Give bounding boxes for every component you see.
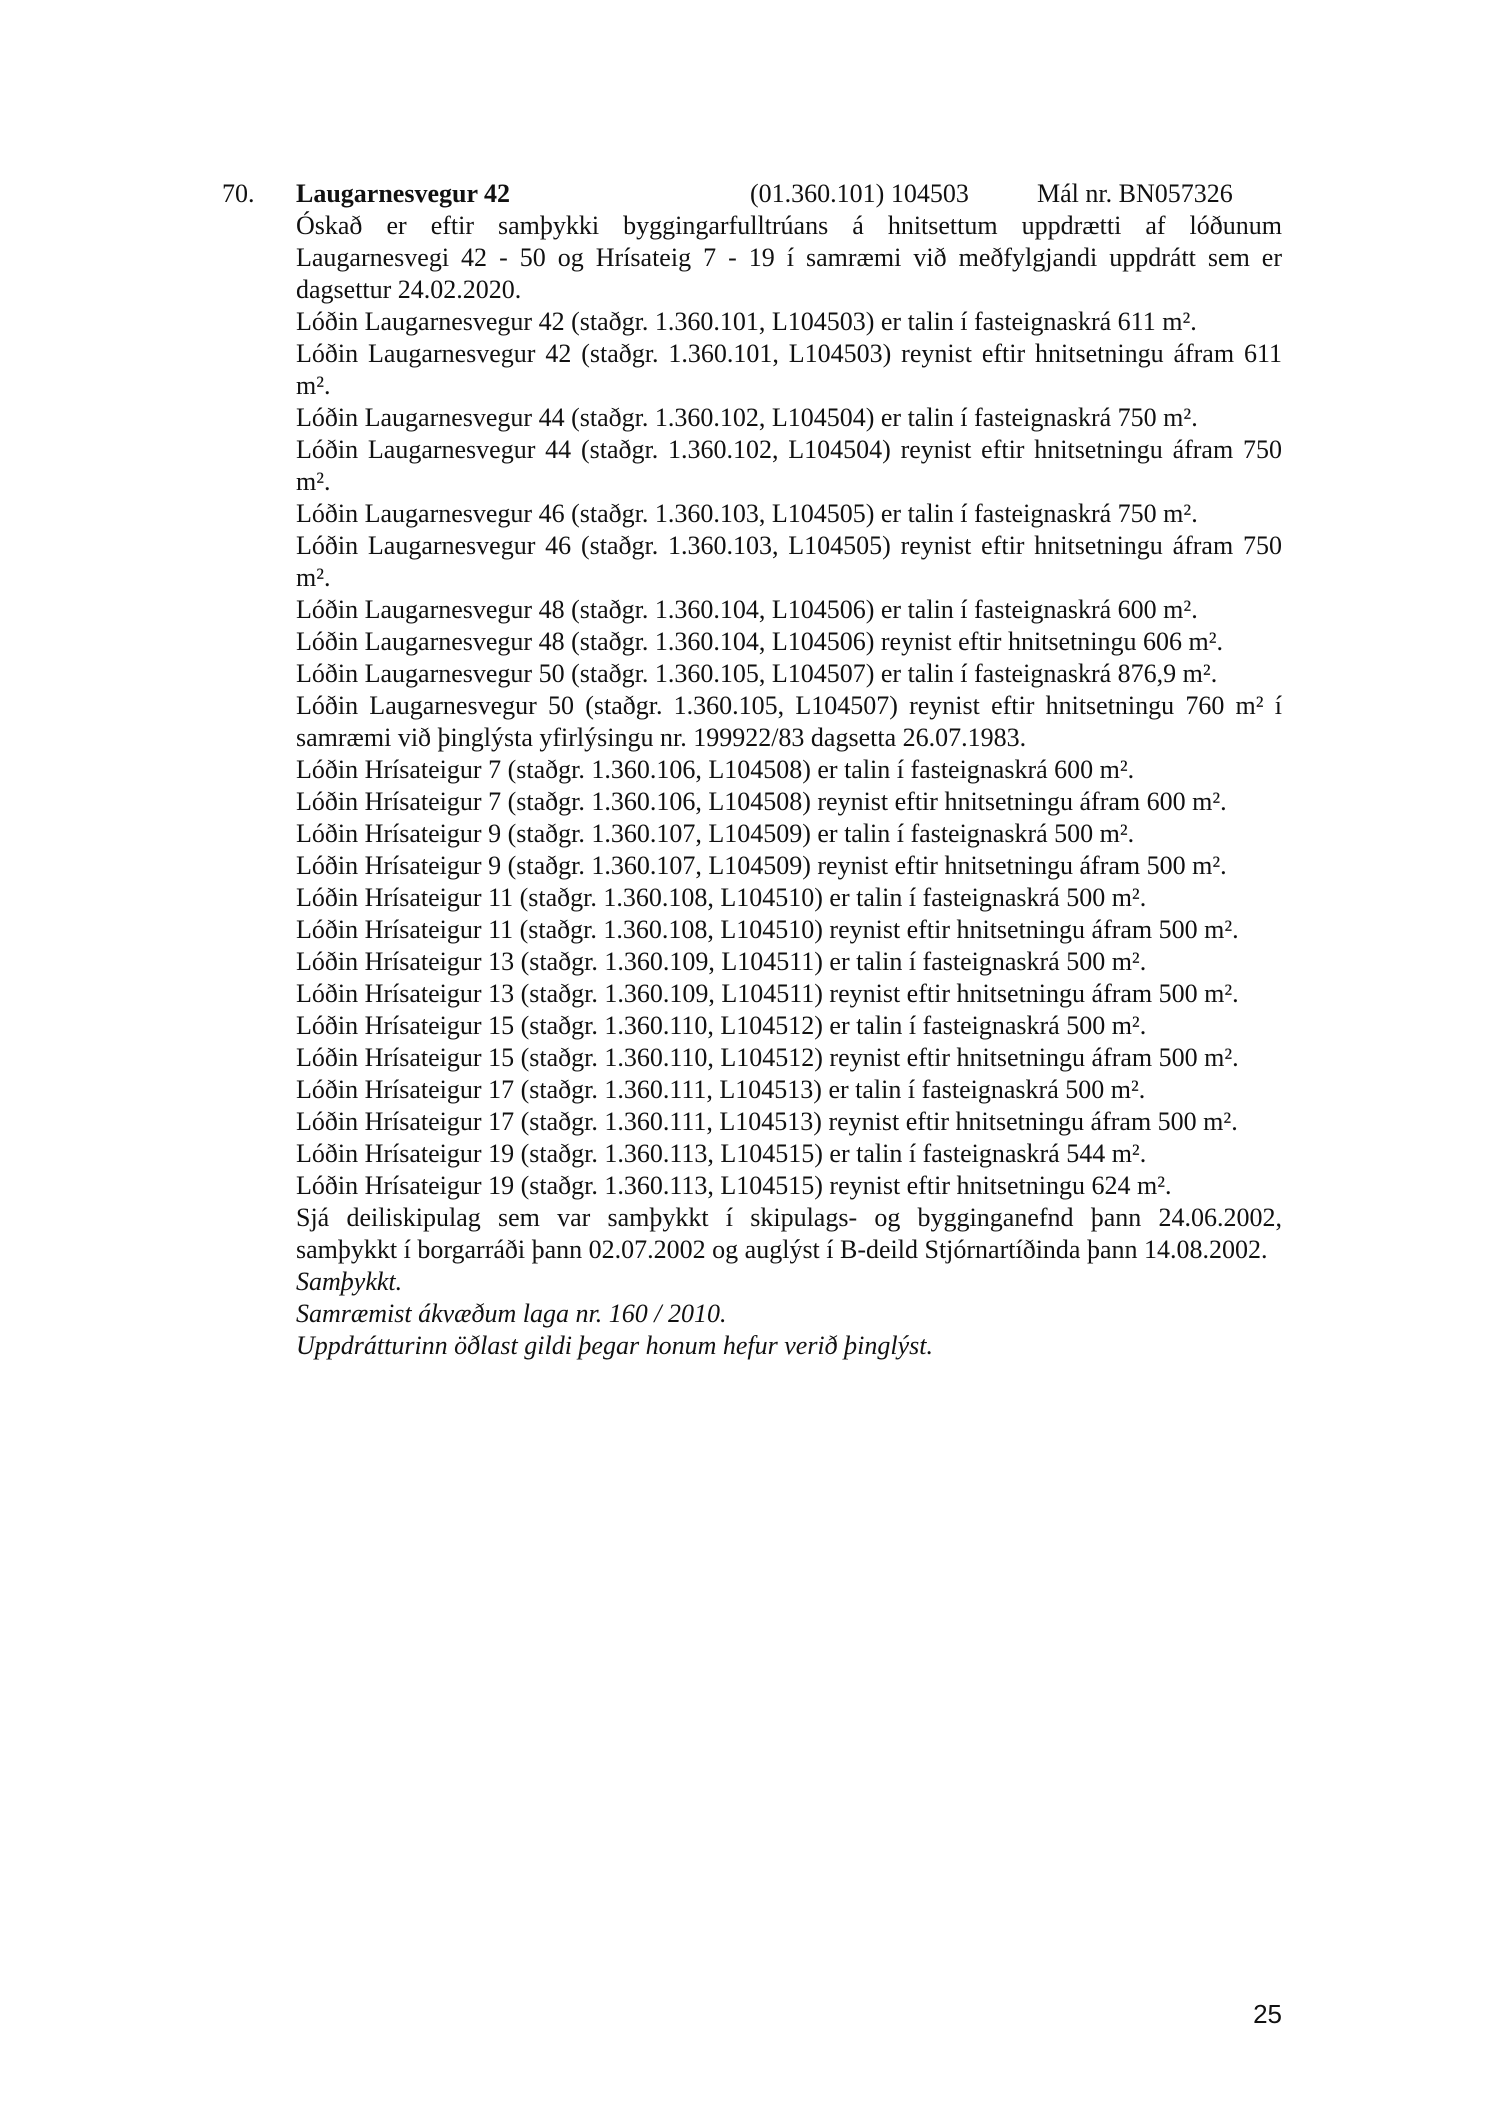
item-number: 70. [222, 179, 255, 208]
lot-line: Lóðin Hrísateigur 13 (staðgr. 1.360.109, L104511) reynist eftir hnitsetningu áfram 500 m². [296, 979, 1239, 1008]
lot-line: Lóðin Hrísateigur 11 (staðgr. 1.360.108, L104510) er talin í fasteignaskrá 500 m². [296, 883, 1147, 912]
lot-line: Lóðin Laugarnesvegur 50 (staðgr. 1.360.105, L104507) reynist eftir hnitsetningu 760 m² í samræmi við þinglýsta yfirlýsingu nr. 199922/83 dagsetta 26.07.1983. [296, 691, 1282, 752]
page-number: 25 [1253, 1999, 1282, 2029]
lot-line: Lóðin Hrísateigur 13 (staðgr. 1.360.109, L104511) er talin í fasteignaskrá 500 m². [296, 947, 1147, 976]
request-paragraph: Óskað er eftir samþykki byggingarfulltrúans á hnitsettum uppdrætti af lóðunum Laugarnesvegi 42 - 50 og Hrísateig 7 - 19 í samræmi við meðfylgjandi uppdrátt sem er dagsettur 24.02.2020. [296, 211, 1282, 304]
item-case-number: Mál nr. BN057326 [1037, 179, 1233, 208]
item-land-code: (01.360.101) 104503 [750, 179, 969, 208]
lot-line: Lóðin Laugarnesvegur 42 (staðgr. 1.360.101, L104503) er talin í fasteignaskrá 611 m². [296, 307, 1197, 336]
lot-line: Lóðin Hrísateigur 19 (staðgr. 1.360.113, L104515) reynist eftir hnitsetningu 624 m². [296, 1171, 1172, 1200]
zoning-plan-paragraph: Sjá deiliskipulag sem var samþykkt í skipulags- og bygginganefnd þann 24.06.2002, samþykkt í borgarráði þann 02.07.2002 og auglýst í B-deild Stjórnartíðinda þann 14.08.2002. [296, 1203, 1282, 1264]
lot-line: Lóðin Laugarnesvegur 46 (staðgr. 1.360.103, L104505) er talin í fasteignaskrá 750 m². [296, 499, 1198, 528]
lot-line: Lóðin Hrísateigur 19 (staðgr. 1.360.113, L104515) er talin í fasteignaskrá 544 m². [296, 1139, 1147, 1168]
lot-line: Lóðin Laugarnesvegur 50 (staðgr. 1.360.105, L104507) er talin í fasteignaskrá 876,9 m². [296, 659, 1218, 688]
lot-line: Lóðin Hrísateigur 15 (staðgr. 1.360.110, L104512) reynist eftir hnitsetningu áfram 500 m². [296, 1043, 1239, 1072]
lot-line: Lóðin Laugarnesvegur 44 (staðgr. 1.360.102, L104504) reynist eftir hnitsetningu áfram 750 m². [296, 435, 1282, 496]
lot-line: Lóðin Hrísateigur 7 (staðgr. 1.360.106, L104508) er talin í fasteignaskrá 600 m². [296, 755, 1135, 784]
item-body [296, 210, 1282, 1362]
lot-line: Lóðin Hrísateigur 17 (staðgr. 1.360.111, L104513) reynist eftir hnitsetningu áfram 500 m². [296, 1107, 1238, 1136]
decision-law-reference: Samræmist ákvæðum laga nr. 160 / 2010. [296, 1299, 727, 1328]
lot-line: Lóðin Laugarnesvegur 46 (staðgr. 1.360.103, L104505) reynist eftir hnitsetningu áfram 750 m². [296, 531, 1282, 592]
lot-line: Lóðin Hrísateigur 9 (staðgr. 1.360.107, L104509) er talin í fasteignaskrá 500 m². [296, 819, 1135, 848]
lot-line: Lóðin Laugarnesvegur 42 (staðgr. 1.360.101, L104503) reynist eftir hnitsetningu áfram 611 m². [296, 339, 1282, 400]
item-title: Laugarnesvegur 42 [296, 179, 511, 208]
lot-line: Lóðin Hrísateigur 15 (staðgr. 1.360.110, L104512) er talin í fasteignaskrá 500 m². [296, 1011, 1147, 1040]
lot-line: Lóðin Hrísateigur 17 (staðgr. 1.360.111, L104513) er talin í fasteignaskrá 500 m². [296, 1075, 1146, 1104]
decision-approved: Samþykkt. [296, 1267, 403, 1296]
agenda-item-header [222, 178, 1282, 210]
decision-validity-note: Uppdrátturinn öðlast gildi þegar honum hefur verið þinglýst. [296, 1331, 933, 1360]
lot-line: Lóðin Hrísateigur 7 (staðgr. 1.360.106, L104508) reynist eftir hnitsetningu áfram 600 m². [296, 787, 1227, 816]
lot-line: Lóðin Laugarnesvegur 48 (staðgr. 1.360.104, L104506) er talin í fasteignaskrá 600 m². [296, 595, 1198, 624]
lot-line: Lóðin Hrísateigur 11 (staðgr. 1.360.108, L104510) reynist eftir hnitsetningu áfram 500 m². [296, 915, 1239, 944]
lot-line: Lóðin Hrísateigur 9 (staðgr. 1.360.107, L104509) reynist eftir hnitsetningu áfram 500 m². [296, 851, 1227, 880]
lot-line: Lóðin Laugarnesvegur 48 (staðgr. 1.360.104, L104506) reynist eftir hnitsetningu 606 m². [296, 627, 1224, 656]
lot-line: Lóðin Laugarnesvegur 44 (staðgr. 1.360.102, L104504) er talin í fasteignaskrá 750 m². [296, 403, 1198, 432]
